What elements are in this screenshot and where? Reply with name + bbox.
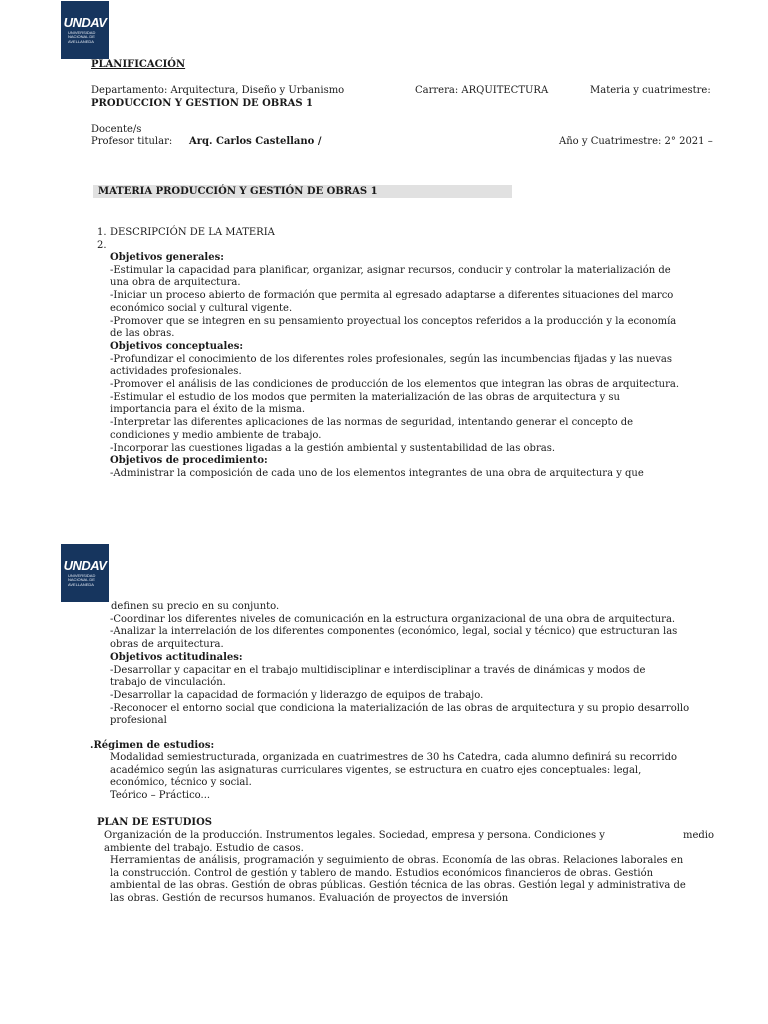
body-line: medio — [683, 830, 715, 841]
logo-subtitle-line: NACIONAL DE — [68, 577, 95, 583]
logo-wordmark: UNDAV — [63, 14, 107, 30]
logo-subtitle-line: NACIONAL DE — [68, 34, 95, 40]
body-line: Herramientas de análisis, programación y seguimiento de obras. Economía de las obras. Relaciones laborales en — [110, 855, 684, 866]
heading-objetivos-conceptuales: Objetivos conceptuales: — [110, 340, 244, 352]
body-line: -Desarrollar y capacitar en el trabajo multidisciplinar e interdisciplinar a través de dinámicas y modos de — [110, 664, 646, 676]
body-line: Teórico – Práctico... — [110, 790, 211, 802]
body-line: condiciones y medio ambiente de trabajo. — [110, 429, 322, 441]
profesor-label: Profesor titular: — [91, 136, 173, 147]
logo-subtitle-line: AVELLANEDA — [68, 581, 94, 587]
departamento-text: Departamento: Arquitectura, Diseño y Urbanismo — [91, 85, 345, 96]
page-title: PLANIFICACIÓN — [91, 59, 186, 70]
body-line: -Promover el análisis de las condiciones de producción de los elementos que integran las obras de arquitectura. — [110, 379, 680, 391]
logo-subtitle — [68, 574, 102, 588]
body-line: la construcción. Control de gestión y tablero de mando. Estudios económicos financieros de obras. Gestión — [110, 867, 654, 879]
materia-label: Materia y cuatrimestre: — [590, 85, 711, 96]
body-line: académico según las asignaturas curriculares vigentes, se estructura en cuatro ejes conceptuales: legal, — [110, 764, 642, 776]
body-line: actividades profesionales. — [110, 366, 242, 378]
body-line: definen su precio en su conjunto. — [111, 601, 280, 612]
body-line: -Promover que se integren en su pensamiento proyectual los conceptos referidos a la producción y la economía — [110, 315, 677, 327]
plan-block — [110, 855, 715, 906]
body-line: Organización de la producción. Instrumentos legales. Sociedad, empresa y persona. Condiciones y — [104, 830, 605, 841]
heading-plan-estudios: PLAN DE ESTUDIOS — [97, 817, 212, 828]
body-line: ambiental de las obras. Gestión de obras públicas. Gestión técnica de las obras. Gestión legal y administrativa de — [110, 880, 686, 892]
body-line: -Iniciar un proceso abierto de formación que permita al egresado adaptarse a diferentes situaciones del marco — [110, 290, 674, 302]
body-line: obras de arquitectura. — [110, 639, 224, 651]
body-line: trabajo de vinculación. — [110, 677, 226, 689]
docentes-label: Docente/s — [91, 124, 142, 135]
body-line: las obras. Gestión de recursos humanos. Evaluación de proyectos de inversión — [110, 893, 509, 905]
materia-value: PRODUCCION Y GESTION DE OBRAS 1 — [91, 98, 313, 109]
body-line: económico social y cultural vigente. — [110, 302, 293, 314]
body-line: profesional — [110, 715, 167, 727]
undav-logo — [61, 544, 109, 602]
body-line: -Reconocer el entorno social que condiciona la materialización de las obras de arquitectura y su propio desarrollo — [110, 702, 690, 714]
body-line: -Estimular la capacidad para planificar, organizar, asignar recursos, conducir y controlar la materialización de — [110, 264, 671, 276]
list-number-1: 1. — [97, 227, 107, 238]
body-line: -Analizar la interrelación de los diferentes componentes (económico, legal, social y técnico) que estructuran las — [110, 626, 678, 638]
body-line: -Estimular el estudio de los modos que permiten la materialización de las obras de arquitectura y su — [110, 391, 620, 403]
logo-subtitle — [68, 31, 102, 45]
regimen-block — [110, 752, 715, 803]
heading-objetivos-procedimiento: Objetivos de procedimiento: — [110, 455, 268, 467]
logo-subtitle-line: AVELLANEDA — [68, 38, 94, 44]
body-line: una obra de arquitectura. — [110, 277, 241, 289]
body-line: ambiente del trabajo. Estudio de casos. — [104, 843, 304, 854]
body-line: de las obras. — [110, 328, 175, 340]
profesor-name: Arq. Carlos Castellano / — [189, 136, 322, 147]
body-line: -Profundizar el conocimiento de los diferentes roles profesionales, según las incumbencias fijadas y las nuevas — [110, 353, 672, 365]
body-line: -Interpretar las diferentes aplicaciones de las normas de seguridad, intentando generar el concepto de — [110, 417, 634, 429]
objectives-block-page2 — [110, 601, 715, 728]
heading-objetivos-generales: Objetivos generales: — [110, 252, 224, 263]
logo-subtitle-line: UNIVERSIDAD — [68, 572, 96, 578]
carrera-text: Carrera: ARQUITECTURA — [415, 85, 549, 96]
heading-objetivos-actitudinales: Objetivos actitudinales: — [110, 651, 243, 663]
list-number-2: 2. — [97, 240, 107, 251]
objectives-block-page1 — [110, 252, 710, 481]
logo-subtitle-line: UNIVERSIDAD — [68, 29, 96, 35]
body-line: Modalidad semiestructurada, organizada en cuatrimestres de 30 hs Catedra, cada alumno definirá su recorrido — [110, 752, 678, 763]
body-line: -Incorporar las cuestiones ligadas a la gestión ambiental y sustentabilidad de las obras. — [110, 442, 556, 454]
body-line: -Administrar la composición de cada uno de los elementos integrantes de una obra de arquitectura y que — [110, 467, 644, 479]
body-line: importancia para el éxito de la misma. — [110, 404, 306, 416]
anio-cuatrimestre: Año y Cuatrimestre: 2° 2021 – — [559, 136, 713, 147]
body-line: -Coordinar los diferentes niveles de comunicación en la estructura organizacional de una obra de arquitectura. — [110, 613, 676, 625]
section-bar-title: MATERIA PRODUCCIÓN Y GESTIÓN DE OBRAS 1 — [98, 186, 378, 197]
undav-logo — [61, 1, 109, 59]
body-line: económico, técnico y social. — [110, 777, 252, 789]
list-item-descripcion: DESCRIPCIÓN DE LA MATERIA — [110, 227, 275, 238]
body-line: -Desarrollar la capacidad de formación y liderazgo de equipos de trabajo. — [110, 689, 484, 701]
logo-wordmark: UNDAV — [63, 557, 107, 573]
heading-regimen: .Régimen de estudios: — [90, 740, 215, 751]
